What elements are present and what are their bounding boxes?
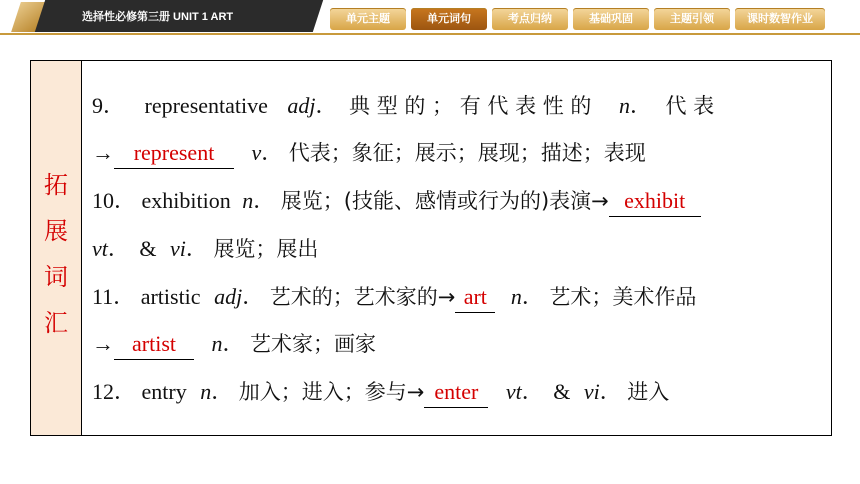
entry-number: 10． <box>92 188 137 213</box>
entry-number: 11． <box>92 284 136 309</box>
tab-theme-guide[interactable]: 主题引领 <box>654 8 730 30</box>
vocab-content <box>82 61 831 435</box>
part-of-speech: n <box>510 284 522 309</box>
arrow: → <box>92 140 114 165</box>
answer-text: exhibit <box>624 188 686 213</box>
tab-key-points[interactable]: 考点归纳 <box>492 8 568 30</box>
ampersand: & <box>139 236 157 261</box>
part-of-speech: n <box>242 188 254 213</box>
entry-word: exhibition <box>141 188 231 213</box>
part-of-speech: adj <box>214 284 243 309</box>
definition: 艺术；美术作品 <box>549 285 697 309</box>
entry-number: 12． <box>92 379 137 404</box>
answer-text: artist <box>132 331 176 356</box>
answer-blank <box>455 286 495 313</box>
part-of-speech: n <box>200 379 212 404</box>
entry-word: entry <box>141 379 187 404</box>
part-of-speech: vt <box>505 379 522 404</box>
part-of-speech: n <box>211 331 223 356</box>
course-header <box>0 0 300 33</box>
vocab-table <box>30 60 832 436</box>
answer-blank <box>424 381 488 408</box>
top-bar <box>0 0 860 34</box>
ampersand: & <box>553 379 571 404</box>
answer-text: enter <box>434 379 479 404</box>
definition: 艺术家；画家 <box>250 332 377 356</box>
entry-line: vt． & vi． 展览；展出 <box>92 236 319 261</box>
answer-blank <box>114 142 234 169</box>
definition: 展览；展出 <box>213 237 319 261</box>
sidebar-char: 展 <box>44 217 68 245</box>
entry-line: → artist n． 艺术家；画家 <box>92 329 376 359</box>
tab-basic-practice[interactable]: 基础巩固 <box>573 8 649 30</box>
answer-blank <box>609 190 701 217</box>
part-of-speech: vi <box>583 379 600 404</box>
part-of-speech: vi <box>170 236 186 261</box>
definition: 典 型 的 ； 有 代 表 性 的 <box>349 94 592 118</box>
tab-unit-theme[interactable]: 单元主题 <box>330 8 406 30</box>
period: ． <box>629 93 652 118</box>
answer-blank <box>114 333 194 360</box>
definition: 代表；象征；展示；展现；描述；表现 <box>288 141 646 165</box>
entry-word: representative <box>144 93 268 118</box>
part-of-speech: vt <box>92 236 108 261</box>
answer-text: art <box>463 284 487 309</box>
sidebar-char: 拓 <box>44 171 68 199</box>
part-of-speech: v <box>251 140 262 165</box>
course-title: 选择性必修第三册 UNIT 1 ART <box>82 11 234 23</box>
sidebar-label <box>31 61 82 435</box>
tab-homework[interactable]: 课时数智作业 <box>735 8 825 30</box>
header-rule <box>0 33 860 35</box>
entry-number: 9． <box>92 93 126 118</box>
entry-line: 10． exhibition n． 展览；(技能、感情或行为的)表演→ exhibit <box>92 186 701 216</box>
entry-line: 12． entry n． 加入；进入；参与→ enter vt． & vi． 进入 <box>92 377 669 407</box>
arrow: → <box>92 331 114 356</box>
definition: 展览；(技能、感情或行为的)表演→ <box>280 189 609 213</box>
part-of-speech: n <box>618 93 630 118</box>
entry-line <box>92 91 714 121</box>
sidebar-char: 词 <box>44 263 68 291</box>
tab-unit-words[interactable]: 单元词句 <box>411 8 487 30</box>
definition: 代 表 <box>665 94 715 118</box>
part-of-speech: adj <box>287 93 316 118</box>
entry-line: → represent v． 代表；象征；展示；展现；描述；表现 <box>92 138 646 168</box>
period: ． <box>315 93 338 118</box>
entry-line: 11． artistic adj． 艺术的；艺术家的→ art n． 艺术；美术作品 <box>92 282 696 312</box>
sidebar-char: 汇 <box>44 309 68 337</box>
definition: 艺术的；艺术家的→ <box>269 285 456 309</box>
definition: 加入；进入；参与→ <box>238 380 425 404</box>
answer-text: represent <box>133 140 215 165</box>
definition: 进入 <box>627 380 670 404</box>
entry-word: artistic <box>140 284 201 309</box>
